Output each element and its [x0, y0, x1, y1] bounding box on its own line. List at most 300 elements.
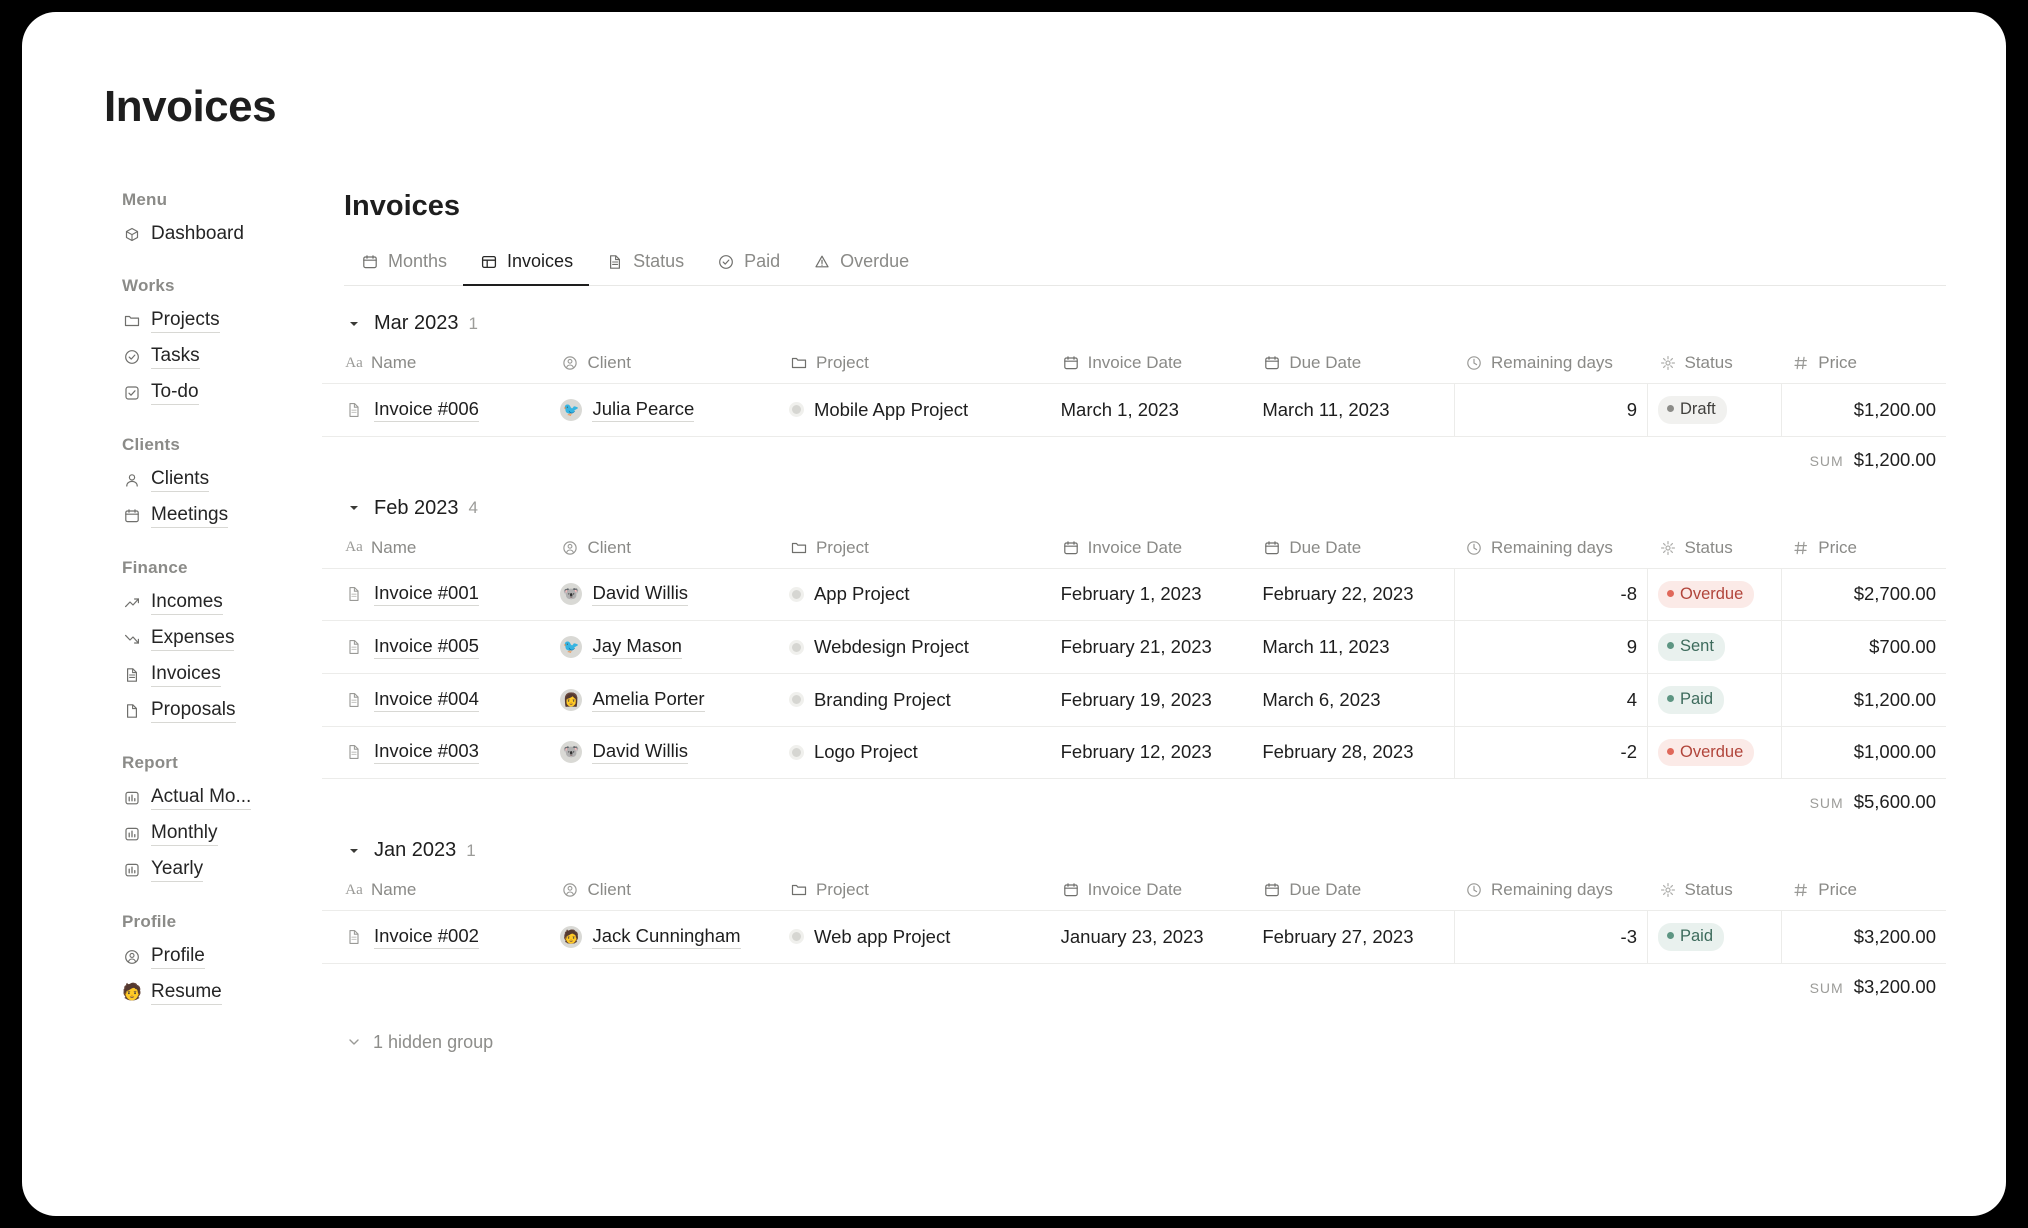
cell-invoice-date[interactable]	[1051, 726, 1253, 779]
hidden-group-label: 1 hidden group	[373, 1031, 494, 1052]
column-header-client[interactable]	[550, 532, 778, 569]
invoice-date: January 23, 2023	[1060, 925, 1204, 947]
tab-months[interactable]	[344, 245, 463, 286]
bar-chart-icon	[122, 824, 142, 844]
sidebar-item-to-do[interactable]	[122, 381, 292, 405]
file-row-icon	[344, 690, 364, 710]
folder-icon	[789, 880, 809, 900]
sidebar-item-label: Dashboard	[151, 223, 244, 244]
project-dot-icon	[789, 587, 804, 602]
tab-paid[interactable]	[700, 245, 796, 286]
cell-project[interactable]	[779, 673, 1051, 726]
column-header-label: Client	[587, 537, 631, 557]
remaining-days: 4	[1626, 688, 1637, 710]
sidebar-item-label: Yearly	[151, 858, 203, 882]
invoice-date: February 12, 2023	[1060, 741, 1212, 763]
cell-project[interactable]	[779, 384, 1051, 437]
document-icon	[605, 252, 625, 272]
sidebar-item-projects[interactable]	[122, 309, 292, 333]
invoice-group	[322, 497, 1946, 814]
group-name: Jan 2023	[374, 839, 457, 862]
avatar: 🧑	[560, 926, 582, 948]
sum-label: SUM	[1809, 452, 1844, 469]
invoice-table	[322, 347, 1946, 437]
table-row[interactable]	[322, 911, 1946, 964]
sum-value: $3,200.00	[1853, 975, 1936, 997]
folder-icon	[122, 311, 142, 331]
column-header-label: Name	[371, 880, 417, 900]
cell-client[interactable]	[550, 726, 778, 779]
column-header-label: Status	[1684, 537, 1733, 557]
table-row[interactable]	[322, 568, 1946, 621]
sidebar-item-label: Resume	[151, 981, 222, 1005]
sidebar-item-label: Meetings	[151, 504, 228, 528]
sidebar-item-label: Tasks	[151, 345, 200, 369]
cell-due-date[interactable]	[1252, 726, 1454, 779]
sidebar-item-label: Profile	[151, 945, 205, 969]
project-dot-icon	[789, 402, 804, 417]
avatar: 👩	[560, 689, 582, 711]
caret-down-icon[interactable]	[344, 841, 364, 861]
cell-invoice-date[interactable]	[1051, 673, 1253, 726]
cell-client[interactable]	[550, 621, 778, 674]
sidebar-item-actual-mo[interactable]	[122, 786, 292, 810]
cell-status[interactable]	[1648, 911, 1782, 964]
hash-icon	[1791, 538, 1811, 558]
column-header-name[interactable]	[322, 347, 550, 384]
invoice-group	[322, 312, 1946, 471]
sidebar-item-yearly[interactable]	[122, 858, 292, 882]
hidden-group-toggle[interactable]	[344, 1032, 1946, 1053]
column-header-label: Due Date	[1289, 537, 1362, 557]
sidebar-group-header: Profile	[122, 912, 177, 931]
tab-label: Overdue	[840, 251, 910, 271]
folder-icon	[789, 538, 809, 558]
project-dot-icon	[789, 640, 804, 655]
sparkle-icon	[1658, 880, 1678, 900]
remaining-days: 9	[1626, 636, 1637, 658]
cell-remaining-days[interactable]	[1454, 568, 1647, 621]
remaining-days: -8	[1620, 583, 1637, 605]
calendar-icon	[360, 252, 380, 272]
status-label: Overdue	[1680, 584, 1744, 603]
project-name: Branding Project	[813, 688, 951, 710]
client-name: Jack Cunningham	[592, 925, 740, 949]
status-label: Sent	[1680, 637, 1714, 656]
invoice-table	[322, 532, 1946, 780]
clock-icon	[1464, 538, 1484, 558]
calendar-icon	[122, 506, 142, 526]
status-badge	[1658, 633, 1725, 661]
cell-client[interactable]	[550, 911, 778, 964]
cell-price[interactable]	[1781, 621, 1946, 674]
chart-down-icon	[122, 629, 142, 649]
tab-label: Invoices	[507, 251, 574, 271]
cell-project[interactable]	[779, 568, 1051, 621]
project-name: App Project	[813, 583, 910, 605]
tab-status[interactable]	[589, 245, 700, 286]
sidebar-group	[122, 190, 292, 246]
file-row-icon	[344, 742, 364, 762]
chevron-down-icon	[344, 1032, 364, 1052]
price-value: $1,200.00	[1853, 398, 1936, 420]
cell-name[interactable]	[322, 726, 550, 779]
sidebar-group	[122, 558, 292, 723]
column-header-remaining-days[interactable]	[1454, 532, 1647, 569]
status-badge	[1658, 581, 1754, 609]
project-dot-icon	[789, 692, 804, 707]
sidebar-item-resume[interactable]	[122, 981, 292, 1005]
calendar-icon	[1061, 353, 1081, 373]
column-header-label: Status	[1684, 353, 1733, 372]
table-row[interactable]	[322, 384, 1946, 437]
sidebar-item-incomes[interactable]	[122, 591, 292, 615]
tab-label: Months	[388, 251, 448, 271]
group-sum	[322, 437, 1946, 471]
cell-due-date[interactable]	[1252, 621, 1454, 674]
column-header-label: Name	[371, 537, 417, 557]
cell-invoice-date[interactable]	[1051, 384, 1253, 437]
column-header-due-date[interactable]	[1252, 874, 1454, 911]
main-content	[292, 190, 2006, 1053]
cell-status[interactable]	[1648, 568, 1782, 621]
file-row-icon	[344, 927, 364, 947]
cell-invoice-date[interactable]	[1051, 621, 1253, 674]
status-label: Overdue	[1680, 742, 1744, 761]
sidebar-item-profile[interactable]	[122, 945, 292, 969]
cell-price[interactable]	[1781, 568, 1946, 621]
column-header-invoice-date[interactable]	[1051, 347, 1253, 384]
bar-chart-icon	[122, 860, 142, 880]
group-header[interactable]	[344, 839, 1946, 862]
clock-icon	[1464, 353, 1484, 373]
due-date: February 22, 2023	[1262, 583, 1414, 605]
column-header-name[interactable]	[322, 874, 550, 911]
cell-project[interactable]	[779, 726, 1051, 779]
person-circle-icon	[560, 538, 580, 558]
column-header-status[interactable]	[1648, 347, 1782, 384]
cell-client[interactable]	[550, 384, 778, 437]
table-header-row	[322, 874, 1946, 911]
sidebar-item-meetings[interactable]	[122, 504, 292, 528]
page-title: Invoices	[104, 82, 277, 131]
cube-icon	[122, 225, 142, 245]
invoice-date: February 1, 2023	[1060, 583, 1202, 605]
cell-remaining-days[interactable]	[1454, 384, 1647, 437]
column-header-status[interactable]	[1648, 874, 1782, 911]
status-badge	[1658, 686, 1724, 714]
invoice-table	[322, 874, 1946, 964]
price-value: $2,700.00	[1853, 583, 1936, 605]
column-header-price[interactable]	[1781, 347, 1946, 384]
cell-price[interactable]	[1781, 384, 1946, 437]
table-header-row	[322, 532, 1946, 569]
sidebar-item-clients[interactable]	[122, 468, 292, 492]
check-circle-icon	[716, 252, 736, 272]
cell-name[interactable]	[322, 568, 550, 621]
avatar: 🐨	[560, 583, 582, 605]
client-name: Julia Pearce	[592, 398, 694, 422]
cell-due-date[interactable]	[1252, 911, 1454, 964]
project-name: Webdesign Project	[813, 636, 969, 658]
column-header-label: Due Date	[1289, 880, 1362, 900]
status-label: Paid	[1680, 927, 1714, 946]
client-name: Jay Mason	[592, 635, 681, 659]
sidebar-group-header: Works	[122, 276, 175, 295]
column-header-label: Due Date	[1289, 353, 1362, 372]
cell-name[interactable]	[322, 673, 550, 726]
column-header-label: Client	[587, 880, 631, 900]
column-header-label: Price	[1818, 353, 1858, 372]
invoice-group	[322, 839, 1946, 998]
project-name: Web app Project	[813, 925, 951, 947]
column-header-label: Client	[587, 353, 631, 372]
avatar-icon: 🧑	[122, 984, 142, 1001]
due-date: March 11, 2023	[1262, 398, 1390, 420]
status-label: Paid	[1680, 689, 1714, 708]
group-sum	[322, 779, 1946, 813]
sidebar-group	[122, 276, 292, 405]
column-header-client[interactable]	[550, 874, 778, 911]
column-header-label: Status	[1684, 880, 1733, 900]
sidebar-item-invoices[interactable]	[122, 663, 292, 687]
calendar-icon	[1262, 880, 1282, 900]
clock-icon	[1464, 880, 1484, 900]
group-count: 1	[466, 840, 476, 860]
cell-price[interactable]	[1781, 726, 1946, 779]
column-header-remaining-days[interactable]	[1454, 347, 1647, 384]
bar-chart-icon	[122, 788, 142, 808]
checkbox-icon	[122, 383, 142, 403]
sidebar-item-expenses[interactable]	[122, 627, 292, 651]
sidebar-item-label: Projects	[151, 309, 220, 333]
remaining-days: 9	[1626, 398, 1637, 420]
app-window	[22, 12, 2006, 1216]
invoice-name: Invoice #004	[374, 688, 479, 712]
file-row-icon	[344, 400, 364, 420]
sidebar-item-label: To-do	[151, 381, 199, 405]
invoice-date: February 19, 2023	[1060, 688, 1212, 710]
invoice-groups	[322, 312, 1946, 998]
project-dot-icon	[789, 929, 804, 944]
person-circle-icon	[560, 880, 580, 900]
sidebar-item-label: Proposals	[151, 699, 236, 723]
column-header-label: Remaining days	[1491, 880, 1613, 900]
sum-label: SUM	[1809, 795, 1844, 812]
column-header-price[interactable]	[1781, 874, 1946, 911]
sidebar-item-label: Clients	[151, 468, 209, 492]
avatar: 🐦	[560, 636, 582, 658]
sidebar-item-tasks[interactable]	[122, 345, 292, 369]
folder-icon	[789, 353, 809, 373]
client-name: David Willis	[592, 582, 688, 606]
chart-up-icon	[122, 593, 142, 613]
column-header-invoice-date[interactable]	[1051, 532, 1253, 569]
price-value: $3,200.00	[1853, 925, 1936, 947]
caret-down-icon[interactable]	[344, 314, 364, 334]
client-name: Amelia Porter	[592, 688, 704, 712]
check-circle-icon	[122, 347, 142, 367]
sidebar-item-monthly[interactable]	[122, 822, 292, 846]
cell-price[interactable]	[1781, 911, 1946, 964]
sidebar-group-header: Clients	[122, 435, 181, 454]
column-header-label: Project	[815, 353, 869, 372]
avatar: 🐦	[560, 399, 582, 421]
avatar: 🐨	[560, 741, 582, 763]
price-value: $1,200.00	[1853, 688, 1936, 710]
file-row-icon	[344, 637, 364, 657]
user-circle-icon	[122, 947, 142, 967]
person-circle-icon	[560, 353, 580, 373]
table-row[interactable]	[322, 726, 1946, 779]
sidebar-group-header: Menu	[122, 190, 168, 209]
calendar-icon	[1262, 538, 1282, 558]
sidebar-item-label: Incomes	[151, 591, 223, 615]
cell-due-date[interactable]	[1252, 673, 1454, 726]
project-name: Mobile App Project	[813, 398, 969, 420]
invoice-date: February 21, 2023	[1060, 636, 1212, 658]
tab-label: Status	[633, 251, 685, 271]
cell-due-date[interactable]	[1252, 384, 1454, 437]
sidebar-group-header: Finance	[122, 558, 188, 577]
caret-down-icon[interactable]	[344, 498, 364, 518]
sidebar-item-label: Monthly	[151, 822, 218, 846]
cell-name[interactable]	[322, 384, 550, 437]
column-header-price[interactable]	[1781, 532, 1946, 569]
invoice-name: Invoice #006	[374, 398, 479, 422]
cell-remaining-days[interactable]	[1454, 726, 1647, 779]
group-header[interactable]	[344, 312, 1946, 335]
status-badge	[1658, 739, 1754, 767]
hash-icon	[1791, 880, 1811, 900]
price-value: $700.00	[1869, 636, 1936, 658]
cell-remaining-days[interactable]	[1454, 673, 1647, 726]
column-header-status[interactable]	[1648, 532, 1782, 569]
cell-invoice-date[interactable]	[1051, 568, 1253, 621]
group-count: 1	[468, 313, 478, 333]
document-icon	[122, 665, 142, 685]
calendar-icon	[1262, 353, 1282, 373]
aa-icon: Aa	[345, 539, 363, 556]
cell-client[interactable]	[550, 568, 778, 621]
column-header-label: Remaining days	[1491, 353, 1613, 372]
cell-project[interactable]	[779, 911, 1051, 964]
due-date: March 6, 2023	[1262, 688, 1381, 710]
due-date: March 11, 2023	[1262, 636, 1390, 658]
sidebar	[22, 190, 292, 1053]
cell-name[interactable]	[322, 621, 550, 674]
column-header-project[interactable]	[779, 532, 1051, 569]
group-count: 4	[468, 498, 478, 518]
table-header-row	[322, 347, 1946, 384]
column-header-label: Project	[815, 880, 869, 900]
sparkle-icon	[1658, 353, 1678, 373]
column-header-label: Price	[1818, 537, 1858, 557]
cell-remaining-days[interactable]	[1454, 621, 1647, 674]
tab-invoices[interactable]	[463, 245, 589, 286]
column-header-name[interactable]	[322, 532, 550, 569]
column-header-client[interactable]	[550, 347, 778, 384]
warning-icon	[812, 252, 832, 272]
invoice-name: Invoice #002	[374, 925, 479, 949]
column-header-label: Invoice Date	[1087, 880, 1183, 900]
column-header-label: Remaining days	[1491, 537, 1613, 557]
column-header-invoice-date[interactable]	[1051, 874, 1253, 911]
sum-label: SUM	[1809, 979, 1844, 996]
sum-value: $5,600.00	[1853, 791, 1936, 813]
sidebar-group	[122, 435, 292, 528]
calendar-icon	[1061, 538, 1081, 558]
status-label: Draft	[1680, 400, 1716, 418]
cell-status[interactable]	[1648, 621, 1782, 674]
cell-project[interactable]	[779, 621, 1051, 674]
cell-remaining-days[interactable]	[1454, 911, 1647, 964]
sidebar-item-label: Expenses	[151, 627, 234, 651]
sidebar-item-label: Actual Mo...	[151, 786, 251, 810]
column-header-project[interactable]	[779, 874, 1051, 911]
cell-invoice-date[interactable]	[1051, 911, 1253, 964]
person-icon	[122, 470, 142, 490]
column-header-project[interactable]	[779, 347, 1051, 384]
project-name: Logo Project	[813, 741, 918, 763]
invoice-name: Invoice #003	[374, 740, 479, 764]
page	[22, 12, 2006, 1216]
tab-overdue[interactable]	[796, 245, 925, 286]
table-icon	[479, 252, 499, 272]
invoice-name: Invoice #005	[374, 635, 479, 659]
page-icon	[122, 701, 142, 721]
column-header-label: Price	[1818, 880, 1858, 900]
remaining-days: -3	[1620, 925, 1637, 947]
cell-status[interactable]	[1648, 726, 1782, 779]
sidebar-item-proposals[interactable]	[122, 699, 292, 723]
table-row[interactable]	[322, 621, 1946, 674]
group-sum	[322, 964, 1946, 998]
sidebar-item-dashboard[interactable]	[122, 223, 292, 246]
cell-client[interactable]	[550, 673, 778, 726]
sidebar-item-label: Invoices	[151, 663, 221, 687]
group-name: Mar 2023	[374, 312, 459, 334]
aa-icon: Aa	[345, 354, 363, 371]
aa-icon: Aa	[345, 881, 363, 898]
column-header-label: Invoice Date	[1087, 353, 1183, 372]
cell-name[interactable]	[322, 911, 550, 964]
sidebar-group-header: Report	[122, 753, 178, 772]
column-header-label: Project	[815, 537, 869, 557]
calendar-icon	[1061, 880, 1081, 900]
group-header[interactable]	[344, 497, 1946, 520]
hash-icon	[1791, 353, 1811, 373]
cell-due-date[interactable]	[1252, 568, 1454, 621]
column-header-due-date[interactable]	[1252, 532, 1454, 569]
sum-value: $1,200.00	[1853, 448, 1936, 470]
table-row[interactable]	[322, 673, 1946, 726]
project-dot-icon	[789, 745, 804, 760]
remaining-days: -2	[1620, 741, 1637, 763]
column-header-remaining-days[interactable]	[1454, 874, 1647, 911]
tab-label: Paid	[744, 251, 781, 271]
invoice-date: March 1, 2023	[1060, 398, 1179, 420]
sparkle-icon	[1658, 538, 1678, 558]
cell-status[interactable]	[1648, 384, 1782, 437]
price-value: $1,000.00	[1853, 741, 1936, 763]
file-row-icon	[344, 584, 364, 604]
column-header-label: Name	[371, 353, 417, 372]
invoice-name: Invoice #001	[374, 582, 479, 606]
column-header-due-date[interactable]	[1252, 347, 1454, 384]
cell-status[interactable]	[1648, 673, 1782, 726]
cell-price[interactable]	[1781, 673, 1946, 726]
